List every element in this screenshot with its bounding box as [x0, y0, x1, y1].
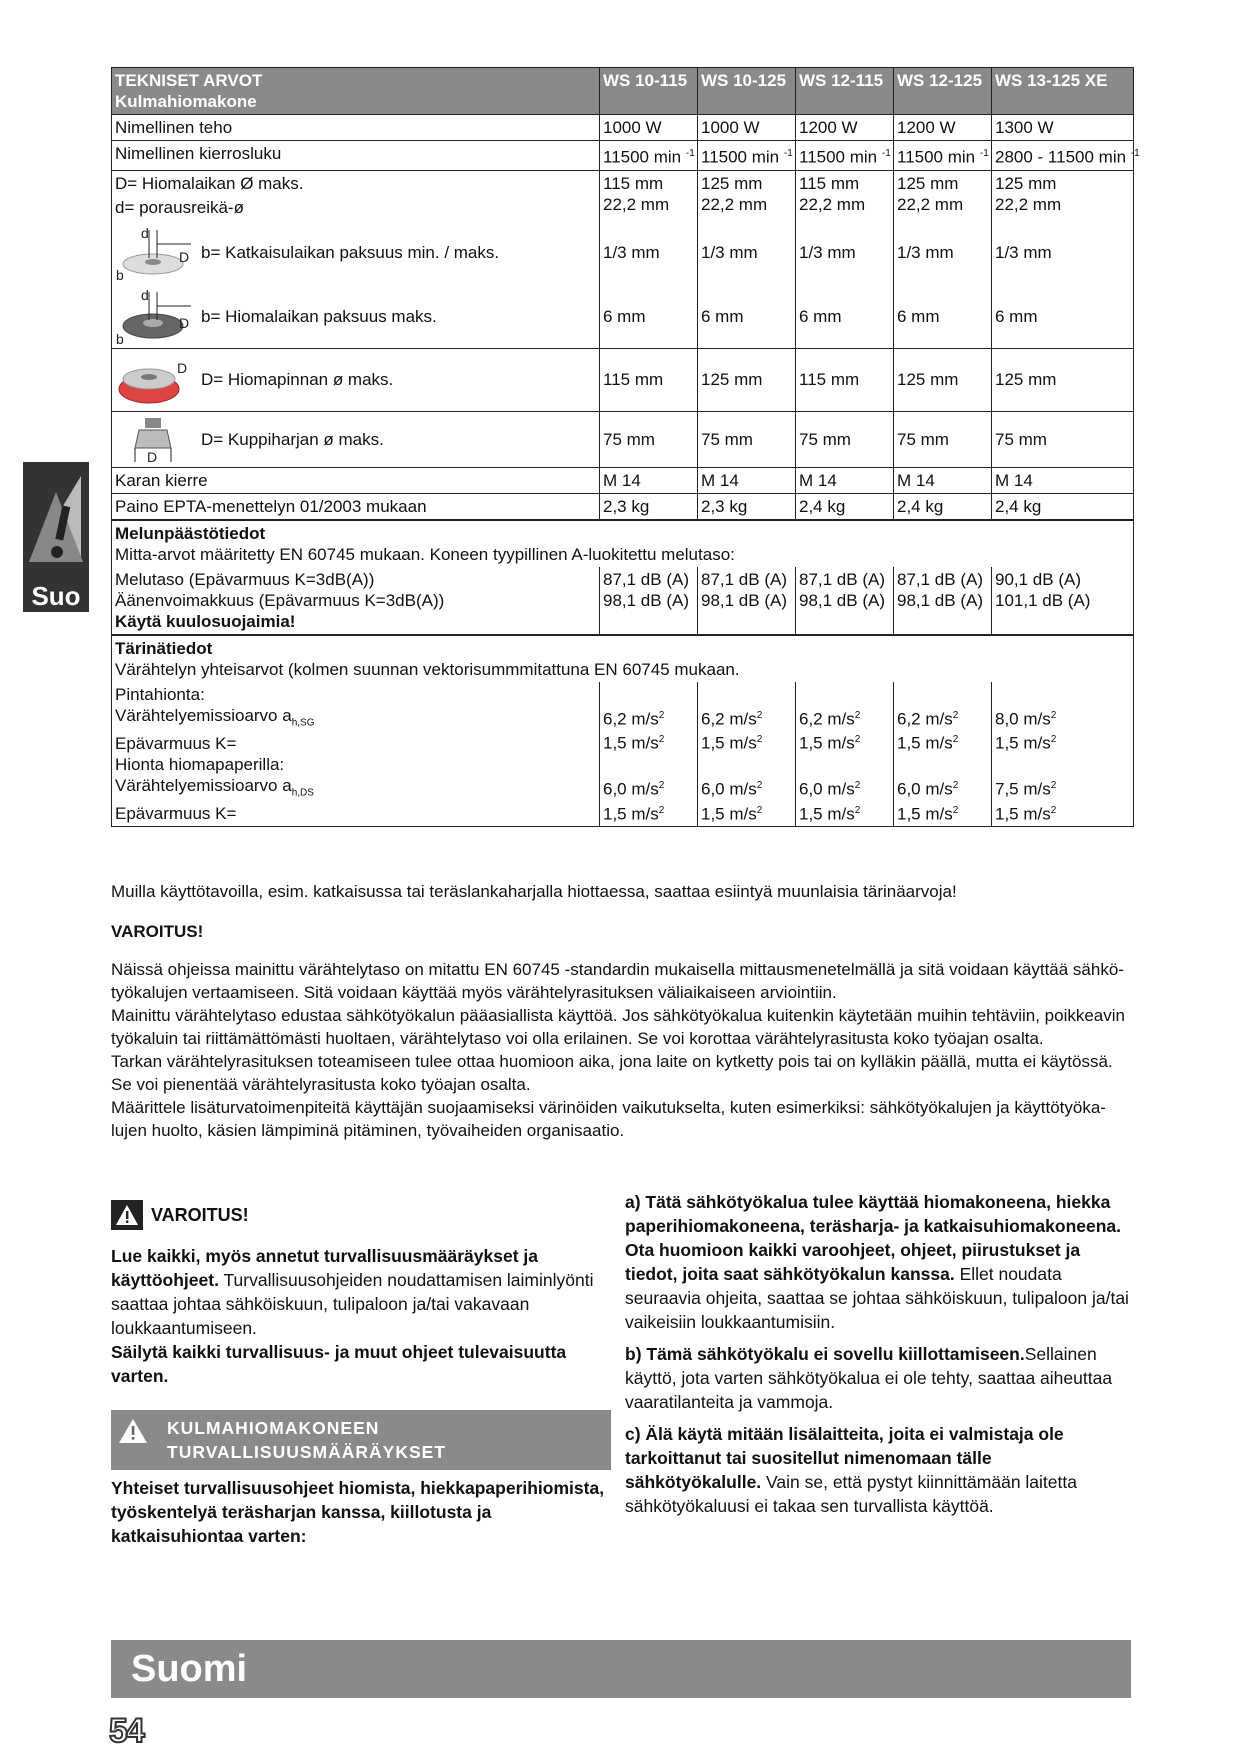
common-safety-heading: Yhteiset turvallisuusohjeet hiomista, hiekkapaperihiomista, työskentelyä teräsharjan kanssa, kiillotusta ja katkaisuhiontaa varten:: [111, 1478, 605, 1546]
table-row: D= Hiomalaikan Ø maks. d= porausreikä-ø 115 mm 22,2 mm 125 mm 22,2 mm 115 mm 22,2 mm 125 mm 22,2 mm 125 mm 22,2 mm: [112, 170, 1134, 220]
warning-heading: VAROITUS!: [111, 922, 204, 941]
warning-triangle-icon: [23, 462, 89, 572]
table-row: D D= Hiomapinnan ø maks. 115 mm 125 mm 115 mm 125 mm 125 mm: [112, 348, 1134, 411]
svg-text:b: b: [116, 266, 124, 283]
svg-text:D: D: [179, 248, 190, 265]
warning-label: VAROITUS!: [111, 1200, 611, 1230]
rule-a: a) Tätä sähkötyökalua tulee käyttää hiomakoneena, hiekka paperihiomakoneena, teräsharja- ja katkaisuhiomakoneena. Ota huomioon kaikki varoohjeet, ohjeet, piirustukset ja tiedot, joita saat sähkötyökalun kanssa. Ellet noudata seuraavia ohjeita, saattaa se johtaa sähköiskuun, tulipaloon ja/tai vaikeisiin loukkaantumisiin.: [625, 1192, 1129, 1332]
model-header: WS 10-125: [698, 68, 796, 115]
cutting-disc-icon: [115, 224, 191, 282]
vibration-note: Muilla käyttötavoilla, esim. katkaisussa tai teräslankaharjalla hiottaessa, saattaa esiintyä muunlaisia tärinäarvoja!: [111, 882, 957, 901]
rule-c: c) Älä käytä mitään lisälaitteita, joita ei valmistaja ole tarkoittanut tai suositellut nimenomaan tälle sähkötyökalulle. Vain se, että pystyt kiinnittämään laitetta sähkötyökaluusi ei takaa sen turvallista käyttöä.: [625, 1424, 1077, 1516]
model-header: WS 12-125: [894, 68, 992, 115]
model-header: WS 10-115: [600, 68, 698, 115]
vibration-section: Tärinätiedot Värähtelyn yhteisarvot (kolmen suunnan vektorisummmitattuna EN 60745 mukaan.: [112, 635, 1134, 682]
safety-rules-bar: KULMAHIOMAKONEEN TURVALLISUUSMÄÄRÄYKSET: [111, 1410, 611, 1470]
table-row: Melutaso (Epävarmuus K=3dB(A)) Äänenvoimakkuus (Epävarmuus K=3dB(A)) Käytä kuulosuojaimia! 87,1 dB (A) 98,1 dB (A) 87,1 dB (A) 98,1 dB (A) 87,1 dB (A) 98,1 dB (A) 87,1 dB (A) 98,1 dB (A) 90,1 dB (A) 101,1 dB (A): [112, 567, 1134, 635]
table-row: D D= Kuppiharjan ø maks. 75 mm 75 mm 75 mm 75 mm 75 mm: [112, 411, 1134, 467]
table-row: Nimellinen teho 1000 W 1000 W 1200 W 1200 W 1300 W: [112, 115, 1134, 141]
svg-text:D: D: [177, 359, 188, 376]
model-header: WS 13-125 XE: [992, 68, 1134, 115]
table-row: d b D b= Hiomalaikan paksuus maks. 6 mm 6 mm 6 mm 6 mm 6 mm: [112, 286, 1134, 349]
page-number: 54: [109, 1712, 143, 1750]
svg-text:D: D: [147, 449, 158, 466]
svg-text:b: b: [116, 330, 124, 347]
table-row: d b D b= Katkaisulaikan paksuus min. / maks. 1/3 mm 1/3 mm 1/3 mm 1/3 mm 1/3 mm: [112, 220, 1134, 286]
left-column: [111, 1200, 611, 1548]
table-row: Paino EPTA-menettelyn 01/2003 mukaan 2,3 kg 2,3 kg 2,4 kg 2,4 kg 2,4 kg: [112, 493, 1134, 520]
table-header-row: [112, 68, 1134, 115]
svg-text:d: d: [141, 286, 149, 303]
cup-brush-icon: [115, 414, 191, 464]
model-header: WS 12-115: [796, 68, 894, 115]
read-instructions: Lue kaikki, myös annetut turvallisuusmääräykset ja käyttöohjeet. Turvallisuusohjeiden noudattamisen laiminlyönti saattaa johtaa sähköiskuun, tulipaloon ja/tai vakavaan loukkaantumiseen.: [111, 1246, 594, 1338]
sanding-pad-icon: [115, 351, 191, 409]
table-row: Pintahionta: Värähtelyemissioarvo $a_{h,SG}$ Epävarmuus K= Hionta hiomapaperilla: Värähtelyemissioarvo $a_{h,DS}$ Epävarmuus K= 6,2 $m/s^2$ 1,5 $m/s^2$ 6,0 $m/s^2$ 1,5 $m/s^2$ 6,2 $m/s^2$ 1,5 $m/s^2$ 6,0 $m/s^2$ 1,5 $m/s^2$ 6,2 $m/s^2$ 1,5 $m/s^2$ 6,0 $m/s^2$ 1,5 $m/s^2$ 6,2 $m/s^2$ 1,5 $m/s^2$ 6,0 $m/s^2$ 1,5 $m/s^2$ 8,0 $m/s^2$ 1,5 $m/s^2$ 7,5 $m/s^2$ 1,5 $m/s^2$: [112, 682, 1134, 827]
warning-icon: [111, 1200, 143, 1230]
table-row: Karan kierre M 14 M 14 M 14 M 14 M 14: [112, 467, 1134, 493]
rule-b: b) Tämä sähkötyökalu ei sovellu kiillottamiseen.Sellainen käyttö, jota varten sähkötyökalua ei ole tehty, saattaa aiheuttaa vaaratilanteita ja vammoja.: [625, 1344, 1113, 1412]
warning-icon: [117, 1416, 149, 1446]
technical-data-table: [111, 67, 1140, 827]
table-row: Nimellinen kierrosluku 11500 min $^{-1}$ 11500 min $^{-1}$ 11500 min $^{-1}$ 11500 min $^{-1}$ 2800 - 11500 min $^{-1}$: [112, 141, 1134, 171]
side-tab-label: Suo: [31, 581, 81, 611]
grinding-disc-icon: [115, 288, 191, 346]
table-title: TEKNISET ARVOT Kulmahiomakone: [112, 68, 600, 115]
noise-section: Melunpäästötiedot Mitta-arvot määritetty EN 60745 mukaan. Koneen tyypillinen A-luokitettu melutaso:: [112, 520, 1134, 567]
keep-instructions: Säilytä kaikki turvallisuus- ja muut ohjeet tulevaisuutta varten.: [111, 1342, 567, 1386]
svg-text:d: d: [141, 224, 149, 241]
side-tab: [23, 462, 89, 612]
right-column: [625, 1190, 1130, 1518]
svg-text:D: D: [179, 314, 190, 331]
warning-text: Näissä ohjeissa mainittu värähtelytaso on mitattu EN 60745 -standardin mukaisella mittausmenetelmällä ja sitä voidaan käyttää sähkö-työkalujen vertaamiseen. Sitä voidaan käyttää myös värähtelyrasituksen väliaikaiseen arviointiin. Mainittu värähtelytaso edustaa sähkötyökalun pääasiallista käyttöä. Jos sähkötyökalua kuitenkin käytetään muihin tehtäviin, poikkeavin työkaluin tai riittämättömästi huoltaen, värähtelytaso voi olla erilainen. Se voi korottaa värähtelyrasitusta koko työajan osalta. Tarkan värähtelyrasituksen toteamiseen tulee ottaa huomioon aika, jona laite on kytketty pois tai on kylläkin päällä, mutta ei käytössä. Se voi pienentää värähtelyrasitusta koko työajan osalta. Määrittele lisäturvatoimenpiteitä käyttäjän suojaamiseksi värinöiden vaikutukselta, kuten esimerkiksi: sähkötyökalujen ja käyttötyöka-lujen huolto, käsien lämpiminä pitäminen, työvaiheiden organisaatio.: [111, 960, 1125, 1140]
language-footer: Suomi: [111, 1640, 1131, 1698]
